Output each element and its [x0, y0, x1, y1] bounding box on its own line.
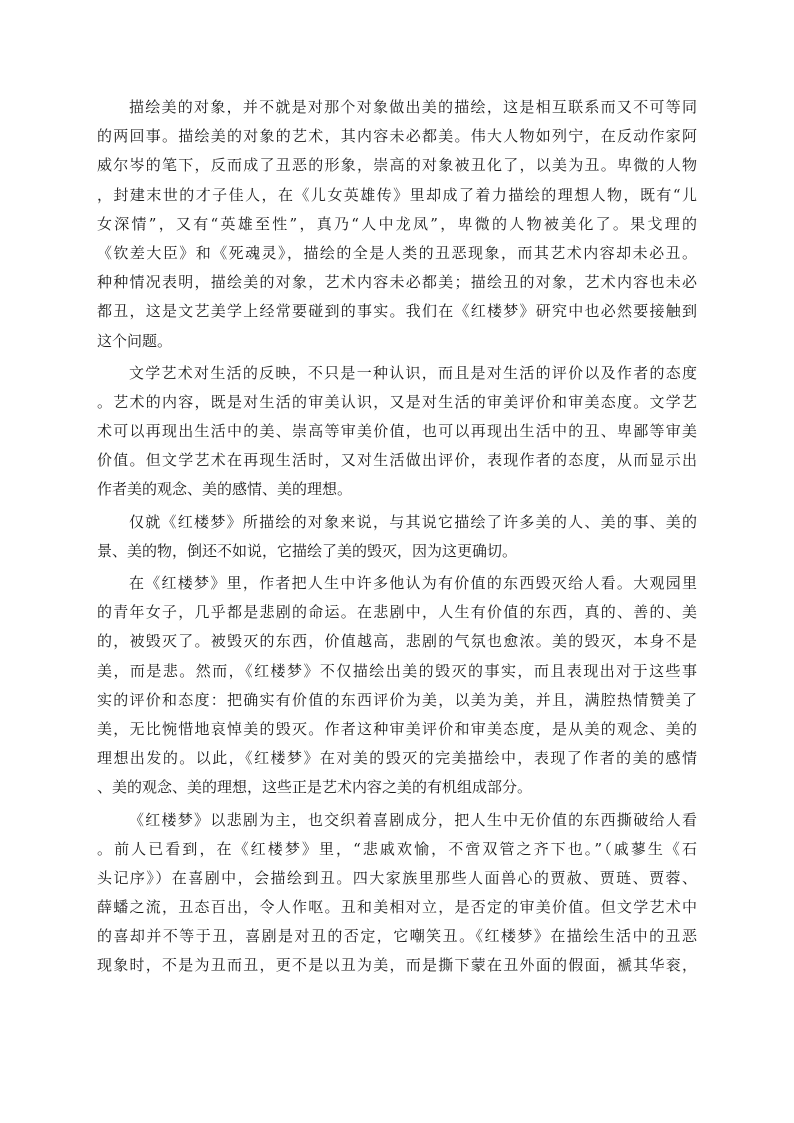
text-line: 都丑，这是文艺美学上经常要碰到的事实。我们在《红楼梦》研究中也必然要接触到 — [97, 302, 697, 321]
text-line: 《红楼梦》以悲剧为主，也交织着喜剧成分，把人生中无价值的东西撕破给人看 — [129, 810, 697, 829]
paragraph-1 — [97, 93, 697, 356]
text-line: 、美的观念、美的理想，这些正是艺术内容之美的有机组成部分。 — [97, 778, 533, 797]
paragraph-5 — [97, 806, 697, 981]
text-line: 实的评价和态度：把确实有价值的东西评价为美，以美为美，并且，满腔热情赞美了 — [97, 690, 697, 709]
text-line: 。前人已看到，在《红楼梦》里，“悲戚欢愉，不啻双管之齐下也。”（戚蓼生《石 — [97, 839, 697, 858]
text-line: 的喜却并不等于丑，喜剧是对丑的否定，它嘲笑丑。《红楼梦》在描绘生活中的丑恶 — [97, 927, 697, 946]
text-line: 这个问题。 — [97, 331, 173, 350]
text-line: 威尔岑的笔下，反而成了丑恶的形象，崇高的对象被丑化了，以美为丑。卑微的人物 — [97, 156, 697, 175]
text-line: 文学艺术对生活的反映，不只是一种认识，而且是对生活的评价以及作者的态度 — [129, 363, 697, 382]
text-line: 《钦差大臣》和《死魂灵》，描绘的全是人类的丑恶现象，而其艺术内容却未必丑。 — [97, 243, 697, 262]
text-line: 仅就《红楼梦》所描绘的对象来说，与其说它描绘了许多美的人、美的事、美的 — [129, 512, 697, 531]
text-line: 的，被毁灭了。被毁灭的东西，价值越高，悲剧的气氛也愈浓。美的毁灭，本身不是 — [97, 632, 697, 651]
text-line: 的青年女子，几乎都是悲剧的命运。在悲剧中，人生有价值的东西，真的、善的、美 — [97, 603, 697, 622]
paragraph-4 — [97, 569, 697, 803]
article-body — [97, 93, 697, 984]
text-line: 描绘美的对象，并不就是对那个对象做出美的描绘，这是相互联系而又不可等同 — [129, 98, 697, 116]
text-line: 头记序》）在喜剧中，会描绘到丑。四大家族里那些人面兽心的贾赦、贾琏、贾蓉、 — [97, 868, 697, 887]
text-line: 理想出发的。以此，《红楼梦》在对美的毁灭的完美描绘中，表现了作者的美的感情 — [97, 749, 697, 768]
text-line: 美，无比惋惜地哀悼美的毁灭。作者这种审美评价和审美态度，是从美的观念、美的 — [97, 719, 697, 738]
text-line: 美，而是悲。然而，《红楼梦》不仅描绘出美的毁灭的事实，而且表现出对于这些事 — [97, 661, 697, 680]
text-line: 种种情况表明，描绘美的对象，艺术内容未必都美；描绘丑的对象，艺术内容也未必 — [97, 273, 697, 292]
text-line: 现象时，不是为丑而丑，更不是以丑为美，而是撕下蒙在丑外面的假面，褫其华衮， — [97, 956, 697, 975]
text-line: 价值。但文学艺术在再现生活时，又对生活做出评价，表现作者的态度，从而显示出 — [97, 451, 697, 470]
text-line: 景、美的物，倒还不如说，它描绘了美的毁灭，因为这更确切。 — [97, 541, 518, 560]
paragraph-3 — [97, 508, 697, 566]
text-line: 在《红楼梦》里，作者把人生中许多他认为有价值的东西毁灭给人看。大观园里 — [129, 574, 697, 592]
text-line: ，封建末世的才子佳人，在《儿女英雄传》里却成了着力描绘的理想人物，既有“儿 — [97, 185, 697, 204]
text-line: 。艺术的内容，既是对生活的审美认识，又是对生活的审美评价和审美态度。文学艺 — [97, 392, 697, 411]
text-line: 薛蟠之流，丑态百出，令人作呕。丑和美相对立，是否定的审美价值。但文学艺术中 — [97, 898, 697, 917]
text-line: 术可以再现出生活中的美、崇高等审美价值，也可以再现出生活中的丑、卑鄙等审美 — [97, 422, 697, 441]
text-line: 女深情”，又有“英雄至性”，真乃“人中龙凤”，卑微的人物被美化了。果戈理的 — [97, 214, 697, 233]
text-line: 的两回事。描绘美的对象的艺术，其内容未必都美。伟大人物如列宁，在反动作家阿 — [97, 127, 697, 146]
paragraph-2 — [97, 359, 697, 505]
text-line: 作者美的观念、美的感情、美的理想。 — [97, 480, 353, 499]
